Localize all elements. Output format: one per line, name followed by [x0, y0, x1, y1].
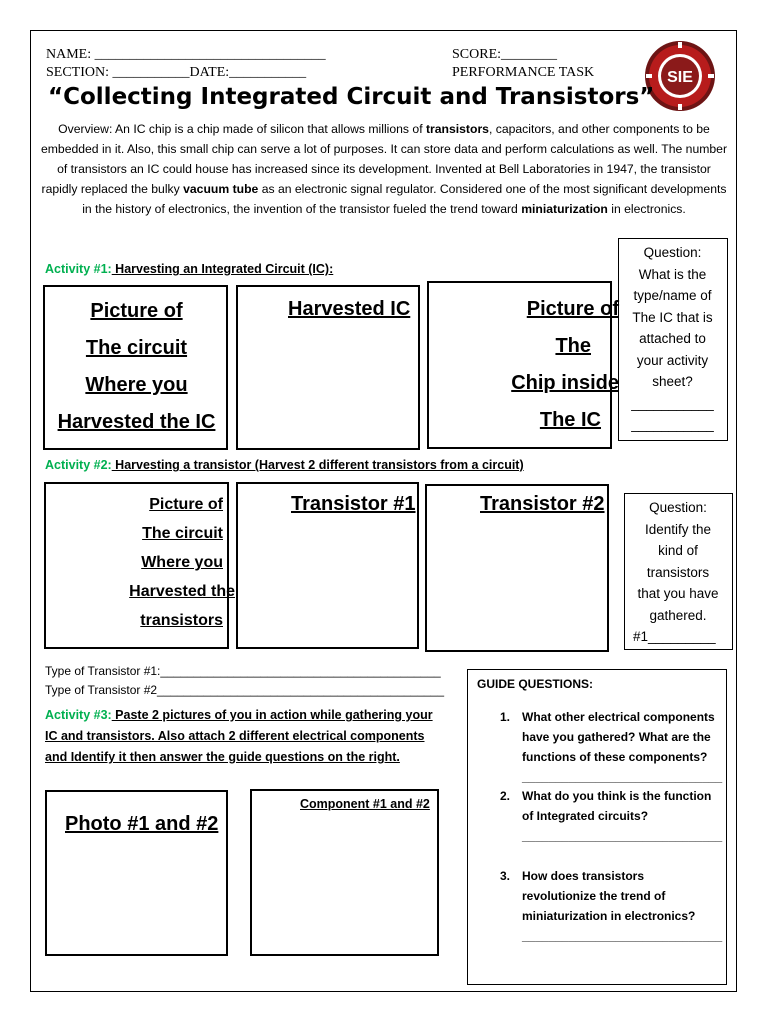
activity1-heading: Activity #1: Harvesting an Integrated Circuit (IC):: [45, 262, 334, 276]
photo-box: Photo #1 and #2: [45, 790, 228, 956]
activity3-heading: Activity #3: Paste 2 pictures of you in action while gathering your IC and transistors. Also attach 2 different electrical components and Identify it then answer the guide questions on the right.: [45, 708, 433, 764]
guide-title: GUIDE QUESTIONS:: [477, 677, 594, 691]
name-field: NAME: _________________________________: [46, 47, 326, 62]
transistor1-type-line: Type of Transistor #1:__________________________________________: [45, 664, 441, 678]
overview-paragraph: Overview: An IC chip is a chip made of silicon that allows millions of transistors, capacitors, and other components to be embedded in it. Also, this small chip can serve a lot of purposes. It can store data and perform calculations as well. The number of transistors an IC could house has increased since its development. Invented at Bell Laboratories in 1947, the transistor rapidly replaced the bulky vacuum tube as an electronic signal regulator. Considered one of the most significant developments in the history of electronics, the invention of the transistor fueled the trend toward miniaturization in electronics.: [40, 122, 728, 216]
performance-task-label: PERFORMANCE TASK: [452, 65, 595, 80]
activity1-chip-picture-box: Picture of The Chip inside The IC: [427, 281, 612, 449]
worksheet-title: “Collecting Integrated Circuit and Transistors”: [48, 84, 655, 110]
component-box: Component #1 and #2: [250, 789, 439, 956]
activity2-question-box: Question: Identify the kind of transistors that you have gathered. #1_________: [624, 493, 733, 650]
section-date-field: SECTION: ___________DATE:___________: [46, 65, 307, 80]
activity2-circuit-picture-box: Picture of The circuit Where you Harvested the transistors: [44, 482, 229, 649]
activity2-transistor2-box: Transistor #2: [425, 484, 609, 652]
activity1-circuit-picture-box: Picture of The circuit Where you Harvested the IC: [43, 285, 228, 450]
activity1-question-box: Question: What is the type/name of The IC that is attached to your activity sheet? ___________ ___________: [618, 238, 728, 441]
transistor2-type-line: Type of Transistor #2___________________________________________: [45, 683, 445, 697]
school-logo: [644, 40, 716, 112]
activity1-harvested-ic-box: Harvested IC: [236, 285, 420, 450]
activity2-heading: Activity #2: Harvesting a transistor (Harvest 2 different transistors from a circuit): [45, 458, 524, 472]
score-field: SCORE:________: [452, 47, 558, 62]
svg-text:SIE: SIE: [667, 69, 693, 86]
activity2-transistor1-box: Transistor #1: [236, 482, 419, 649]
guide-questions-box: GUIDE QUESTIONS: 1. What other electrical components have you gathered? What are the functions of these components? ______________________________ 2. What do you think is the function of Integrated circuits? ______________________________ 3. How does transistors revolutionize the trend of miniaturization in electronics? ______________________________: [467, 669, 727, 985]
